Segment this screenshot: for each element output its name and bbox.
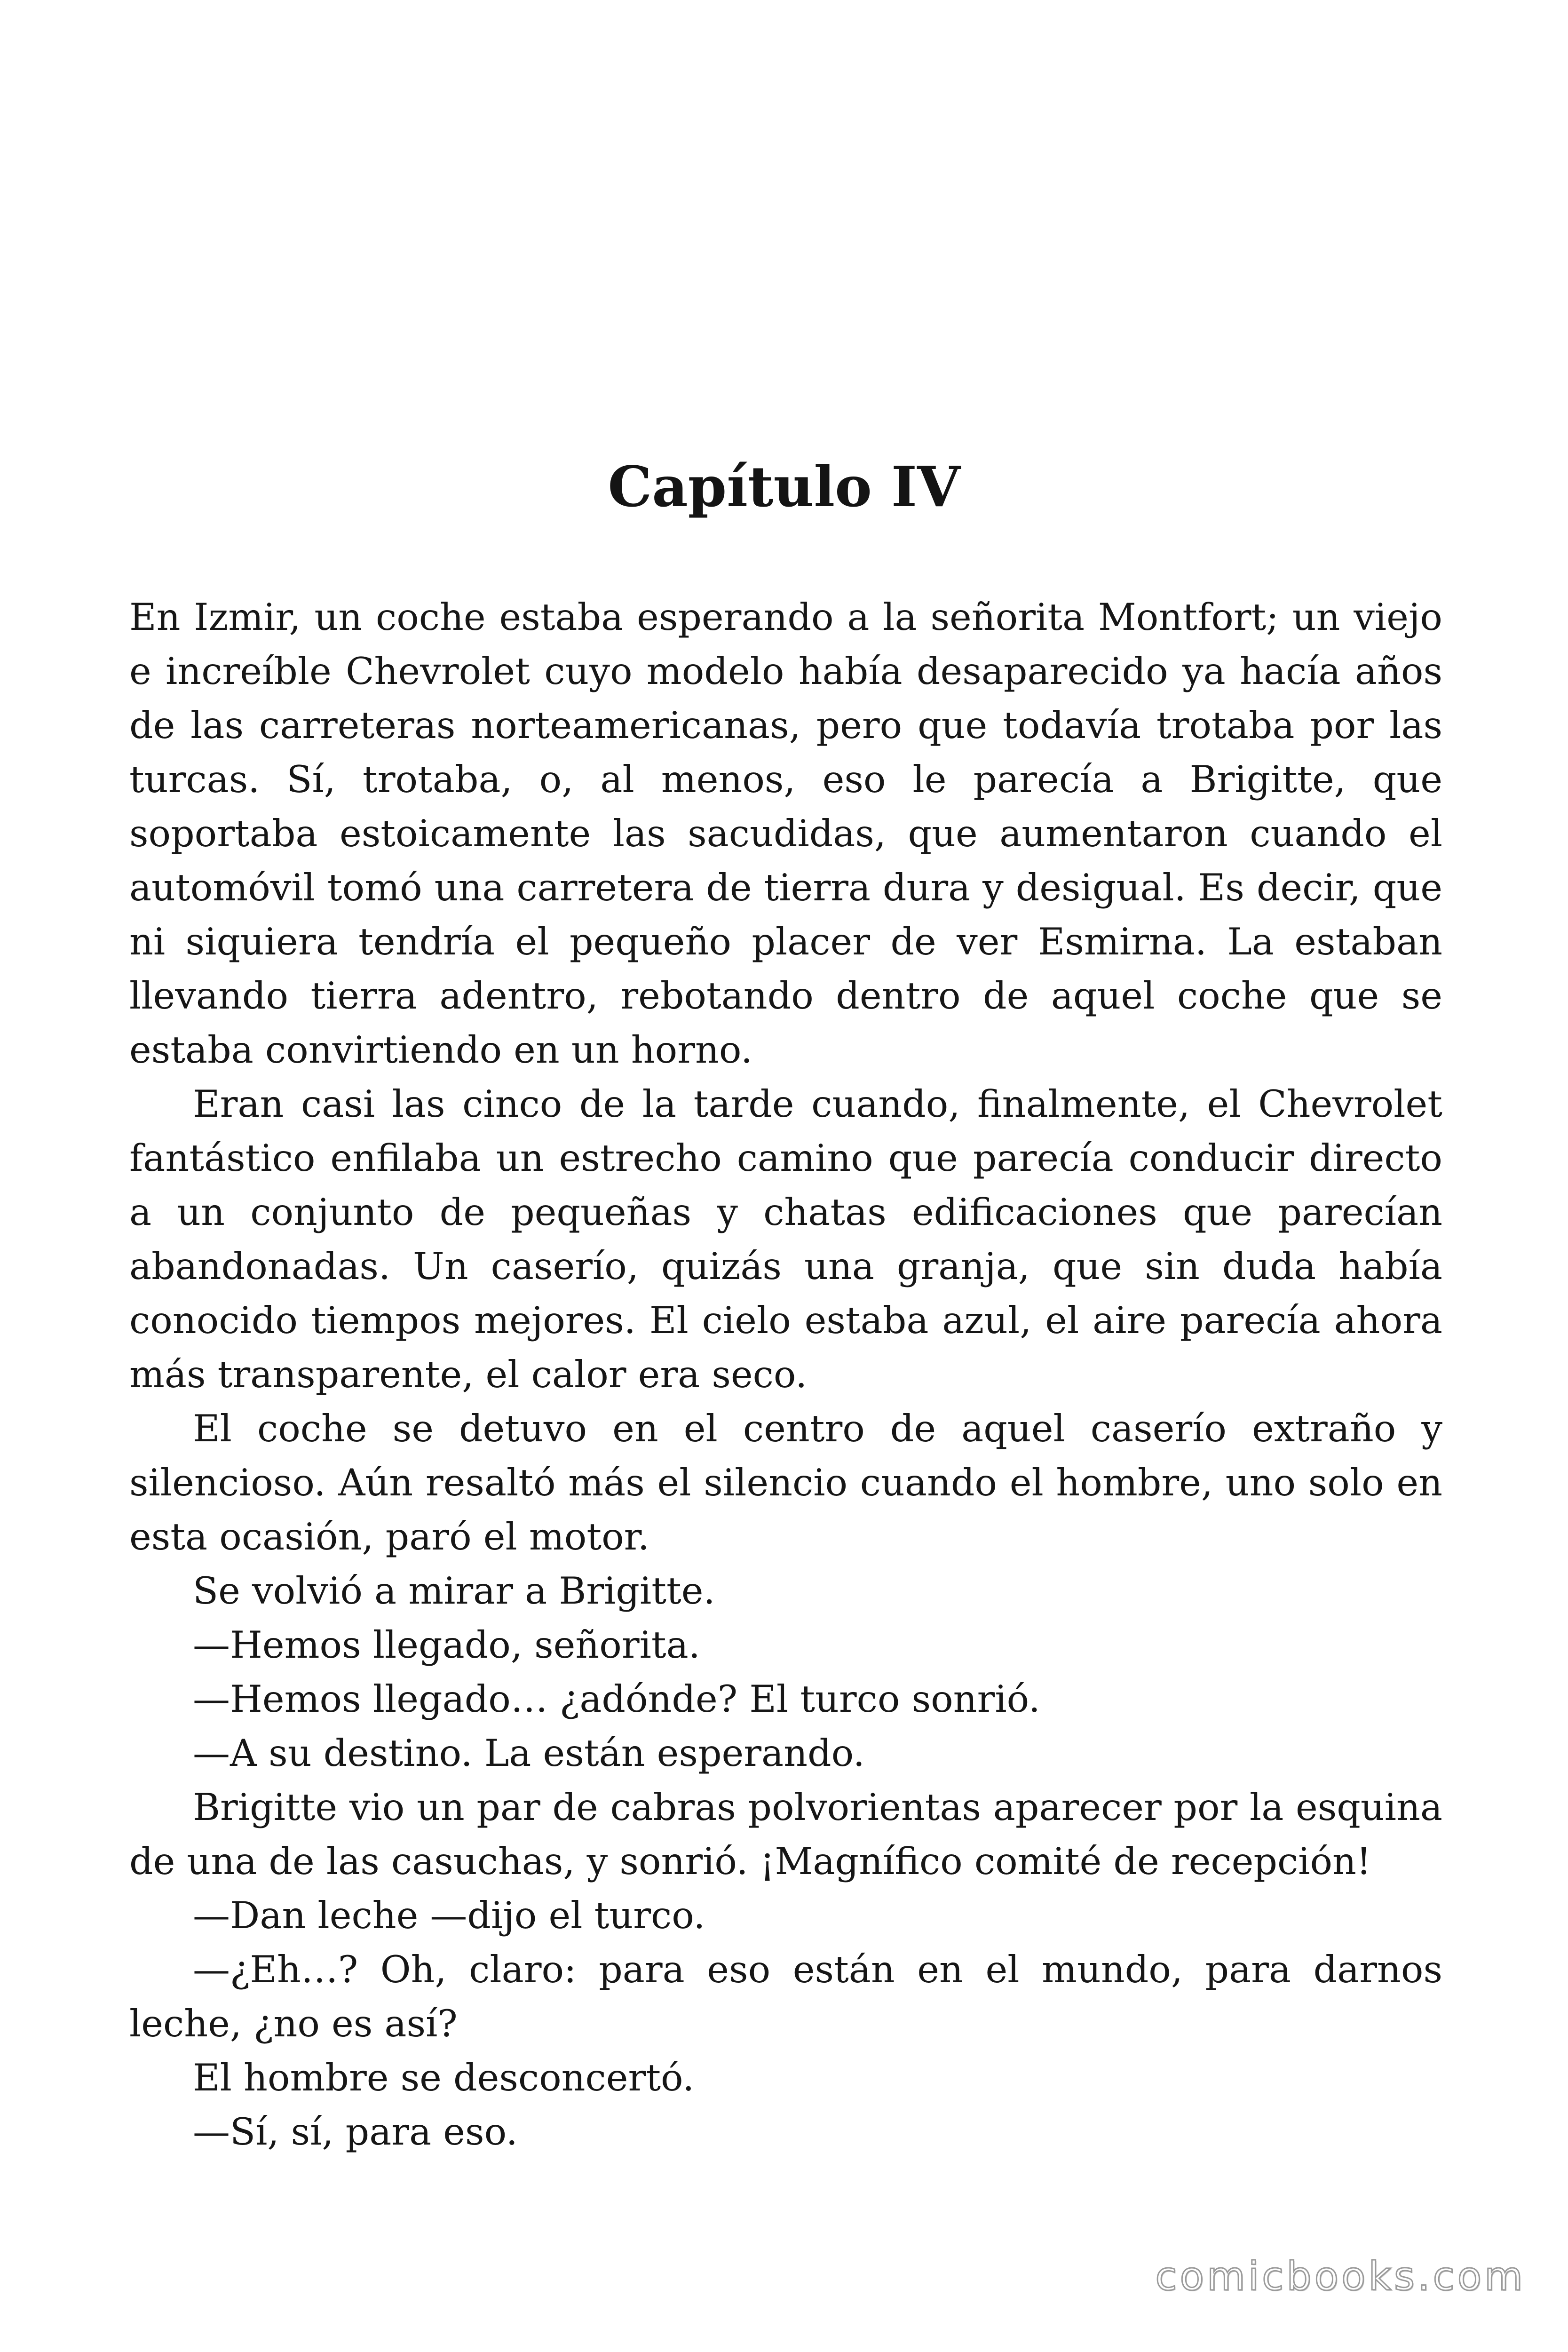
dialogue-line: —Hemos llegado… ¿adónde? El turco sonrió.: [193, 1677, 1040, 1721]
dialogue-line: —Sí, sí, para eso.: [193, 2110, 518, 2153]
dialogue-line: —A su destino. La están esperando.: [193, 1732, 865, 1775]
chapter-body: [129, 590, 1442, 2159]
watermark: comicbooks.com: [1155, 2253, 1526, 2299]
paragraph: El coche se detuvo en el centro de aquel caserío extraño y silencioso. Aún resaltó más el silencio cuando el hombre, uno solo en esta ocasión, paró el motor.: [129, 1407, 1442, 1558]
paragraph: Brigitte vio un par de cabras polvorientas aparecer por la esquina de una de las casuchas, y sonrió. ¡Magnífico comité de recepción!: [129, 1786, 1442, 1883]
dialogue-line: —Hemos llegado, señorita.: [193, 1623, 700, 1667]
dialogue-line: —Dan leche —dijo el turco.: [193, 1894, 705, 1937]
paragraph: Eran casi las cinco de la tarde cuando, finalmente, el Chevrolet fantástico enfilaba un estrecho camino que parecía conducir directo a un conjunto de pequeñas y chatas edificaciones que parecían abandonadas. Un caserío, quizás una granja, que sin duda había conocido tiempos mejores. El cielo estaba azul, el aire parecía ahora más transparente, el calor era seco.: [129, 1082, 1442, 1396]
paragraph: El hombre se desconcertó.: [193, 2056, 695, 2099]
paragraph: En Izmir, un coche estaba esperando a la señorita Montfort; un viejo e increíble Chevrolet cuyo modelo había desaparecido ya hacía años de las carreteras norteamericanas, pero que todavía trotaba por las turcas. Sí, trotaba, o, al menos, eso le parecía a Brigitte, que soportaba estoicamente las sacudidas, que aumentaron cuando el automóvil tomó una carretera de tierra dura y desigual. Es decir, que ni siquiera tendría el pequeño placer de ver Esmirna. La estaban llevando tierra adentro, rebotando dentro de aquel coche que se estaba convirtiendo en un horno.: [129, 596, 1442, 1072]
paragraph: Se volvió a mirar a Brigitte.: [193, 1569, 715, 1613]
dialogue-line: —¿Eh…? Oh, claro: para eso están en el mundo, para darnos leche, ¿no es así?: [129, 1948, 1442, 2045]
chapter-title: Capítulo IV: [608, 454, 960, 519]
